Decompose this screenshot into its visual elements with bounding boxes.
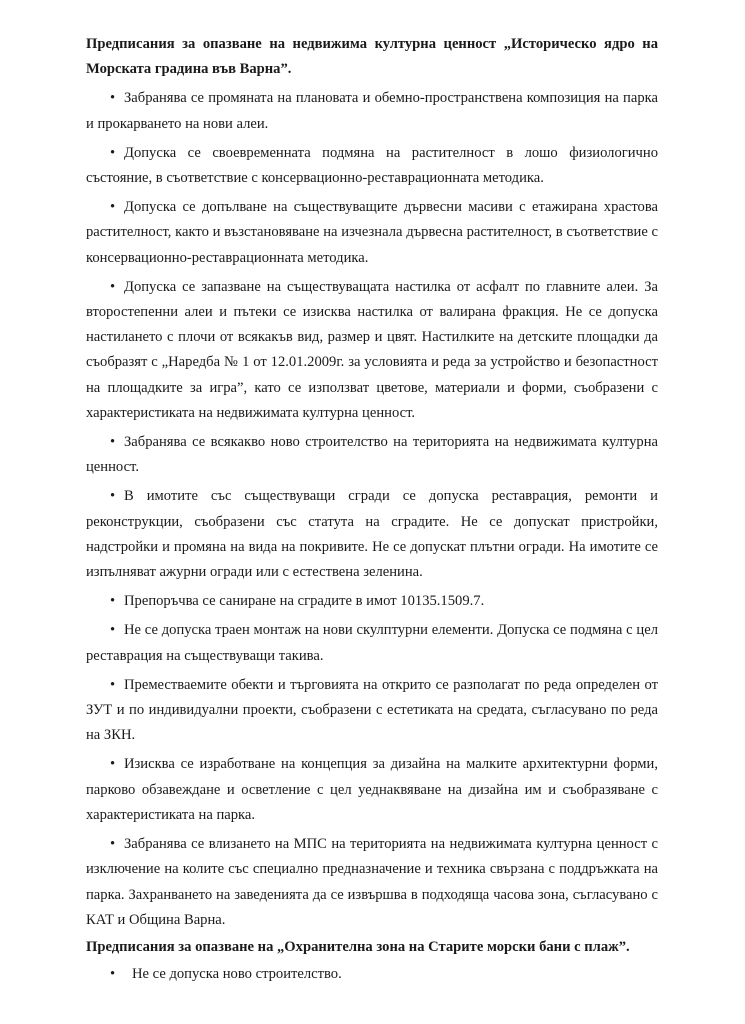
list-item — [86, 962, 658, 987]
bullet-icon: • — [110, 622, 116, 639]
list-item-text: Забранява се влизането на МПС на територията на недвижимата културна ценност с изключение на колите със специално предназначение и техника свързана с поддръжката на парка. Захранването на заведенията да се извършва в подходяща часова зона, съгласувано с КАТ и Община Варна. — [86, 836, 658, 928]
bullet-icon: • — [110, 593, 116, 610]
list-item — [86, 86, 658, 136]
bullet-icon: • — [110, 756, 116, 773]
list-item — [86, 752, 658, 828]
list-item-text: Допуска се своевременната подмяна на растителност в лошо физиологично състояние, в съответствие с консервационно-реставрационната методика. — [86, 144, 658, 187]
section-heading-1: Предписания за опазване на недвижима културна ценност „Историческо ядро на Морската градина във Варна”. — [86, 36, 658, 78]
list-item-text: Препоръчва се саниране на сградите в имот 10135.1509.7. — [124, 593, 485, 610]
bullet-icon: • — [110, 676, 116, 693]
list-item — [86, 589, 658, 614]
bullet-icon: • — [110, 199, 116, 216]
prescriptions-list-1 — [86, 86, 658, 933]
list-item-text: Преместваемите обекти и търговията на открито се разполагат по реда определен от ЗУТ и по индивидуални проекти, съобразени с естетиката на средата, съгласувано по реда на ЗКН. — [86, 676, 658, 744]
bullet-icon: • — [110, 90, 116, 107]
list-item-text: Забранява се всякакво ново строителство на територията на недвижимата културна ценност. — [86, 434, 658, 476]
list-item-text: Забранява се промяната на плановата и обемно-пространствена композиция на парка и прокарването на нови алеи. — [86, 90, 658, 132]
bullet-icon: • — [110, 836, 116, 853]
list-item — [86, 618, 658, 668]
bullet-icon: • — [110, 434, 116, 451]
list-item-text: Изисква се изработване на концепция за дизайна на малките архитектурни форми, парково обзавеждане и осветление с цел уеднаквяване на дизайна им и съобразяване с характеристиката на парка. — [86, 756, 658, 823]
list-item-text: Не се допуска ново строителство. — [132, 966, 342, 983]
section-heading-2: Предписания за опазване на „Охранителна зона на Старите морски бани с плаж”. — [86, 938, 630, 955]
list-item-text: Допуска се допълване на съществуващите дървесни масиви с етажирана храстова растителност, както и възстановяване на изчезнала дървесна растителност, в съответствие с консервационно-реставрационната методика. — [86, 199, 658, 266]
list-item — [86, 673, 658, 749]
bullet-icon: • — [110, 966, 116, 983]
bullet-icon: • — [110, 278, 116, 295]
document-page — [86, 32, 658, 987]
list-item — [86, 430, 658, 480]
list-item — [86, 832, 658, 933]
list-item — [86, 484, 658, 585]
bullet-icon: • — [110, 144, 116, 161]
list-item-text: Не се допуска траен монтаж на нови скулптурни елементи. Допуска се подмяна с цел реставрация на съществуващи такива. — [86, 622, 658, 664]
list-item — [86, 195, 658, 271]
bullet-icon: • — [110, 488, 116, 505]
list-item — [86, 141, 658, 191]
list-item — [86, 275, 658, 426]
list-item-text: Допуска се запазване на съществуващата настилка от асфалт по главните алеи. За второстепенни алеи и пътеки се изисква настилка от валирана фракция. Не се допуска настилането с плочи от всякакъв вид, размер и цвят. Настилките на детските площадки да съобразят с „Наредба № 1 от 12.01.2009г. за условията и реда за устройство и безопастност на площадките за игра”, като се използват цветове, материали и форми, съобразени с характеристиката на недвижимата културна ценност. — [86, 278, 658, 421]
list-item-text: В имотите със съществуващи сгради се допуска реставрация, ремонти и реконструкции, съобразени със статута на сградите. Не се допускат пристройки, надстройки и промяна на вида на покривите. Не се допускат плътни огради. На имотите се изпълняват ажурни огради или с естествена зеленина. — [86, 488, 658, 581]
